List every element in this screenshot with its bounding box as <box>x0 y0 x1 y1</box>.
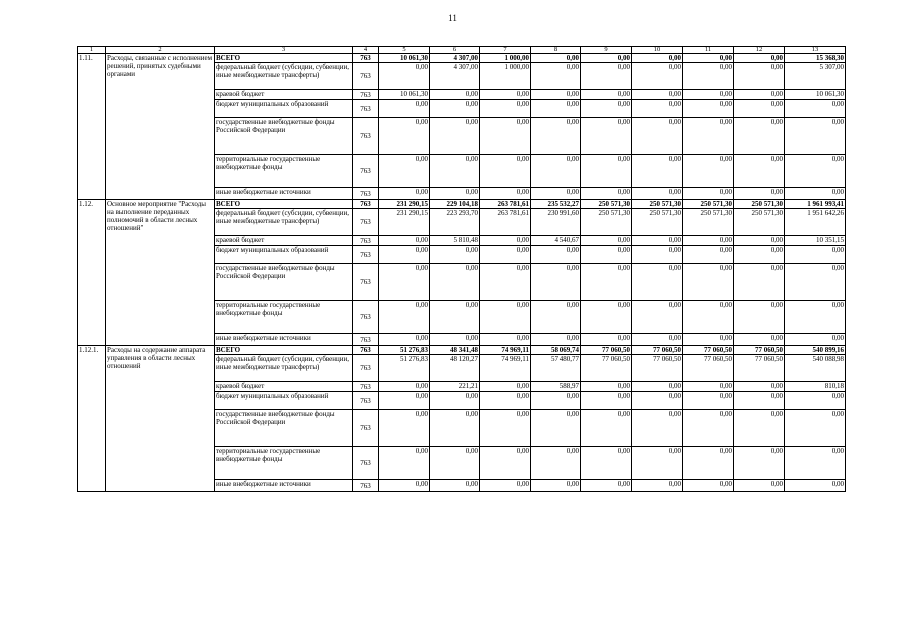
amount-cell: 0,00 <box>480 447 531 480</box>
code-cell: 763 <box>353 410 379 447</box>
amount-cell: 77 060,50 <box>581 346 632 355</box>
amount-cell: 0,00 <box>734 54 785 63</box>
funding-source-cell: федеральный бюджет (субсидии, субвенции, иные межбюджетные трансферты) <box>215 209 353 236</box>
amount-cell: 0,00 <box>379 188 430 200</box>
amount-cell: 0,00 <box>734 301 785 334</box>
amount-cell: 0,00 <box>785 480 846 492</box>
code-cell: 763 <box>353 118 379 155</box>
amount-cell: 74 969,11 <box>480 355 531 382</box>
amount-cell: 0,00 <box>581 301 632 334</box>
amount-cell: 0,00 <box>785 392 846 410</box>
amount-cell: 0,00 <box>581 334 632 346</box>
amount-cell: 0,00 <box>379 63 430 90</box>
funding-source-cell: иные внебюджетные источники <box>215 480 353 492</box>
amount-cell: 48 120,27 <box>430 355 480 382</box>
table-row <box>78 54 846 63</box>
code-cell: 763 <box>353 264 379 301</box>
funding-source-cell: краевой бюджет <box>215 236 353 246</box>
amount-cell: 0,00 <box>531 63 581 90</box>
amount-cell: 0,00 <box>683 246 734 264</box>
amount-cell: 0,00 <box>632 264 683 301</box>
amount-cell: 51 276,83 <box>379 346 430 355</box>
budget-table <box>77 46 846 492</box>
amount-cell: 77 060,50 <box>734 346 785 355</box>
funding-source-cell: краевой бюджет <box>215 90 353 100</box>
funding-source-cell: территориальные государственные внебюджетные фонды <box>215 155 353 188</box>
amount-cell: 0,00 <box>531 410 581 447</box>
amount-cell: 0,00 <box>480 410 531 447</box>
amount-cell: 0,00 <box>430 118 480 155</box>
funding-source-cell: бюджет муниципальных образований <box>215 100 353 118</box>
code-cell: 763 <box>353 392 379 410</box>
amount-cell: 0,00 <box>785 334 846 346</box>
amount-cell: 0,00 <box>581 54 632 63</box>
code-cell: 763 <box>353 188 379 200</box>
column-number-cell: 7 <box>480 47 531 54</box>
amount-cell: 0,00 <box>480 118 531 155</box>
amount-cell: 0,00 <box>531 264 581 301</box>
funding-source-cell: иные внебюджетные источники <box>215 334 353 346</box>
amount-cell: 0,00 <box>632 382 683 392</box>
amount-cell: 0,00 <box>632 410 683 447</box>
amount-cell: 0,00 <box>531 480 581 492</box>
code-cell: 763 <box>353 54 379 63</box>
code-cell: 763 <box>353 334 379 346</box>
amount-cell: 223 293,70 <box>430 209 480 236</box>
amount-cell: 0,00 <box>379 100 430 118</box>
amount-cell: 0,00 <box>480 480 531 492</box>
column-number-cell: 2 <box>106 47 215 54</box>
code-cell: 763 <box>353 301 379 334</box>
code-cell: 763 <box>353 209 379 236</box>
amount-cell: 0,00 <box>581 410 632 447</box>
amount-cell: 0,00 <box>734 188 785 200</box>
amount-cell: 0,00 <box>430 301 480 334</box>
amount-cell: 0,00 <box>632 155 683 188</box>
amount-cell: 0,00 <box>632 188 683 200</box>
amount-cell: 0,00 <box>531 447 581 480</box>
amount-cell: 5 307,00 <box>785 63 846 90</box>
amount-cell: 0,00 <box>734 447 785 480</box>
amount-cell: 810,18 <box>785 382 846 392</box>
amount-cell: 10 061,30 <box>785 90 846 100</box>
amount-cell: 0,00 <box>734 264 785 301</box>
item-index-cell: 1.11. <box>78 54 106 200</box>
amount-cell: 0,00 <box>683 334 734 346</box>
amount-cell: 0,00 <box>430 188 480 200</box>
amount-cell: 77 060,50 <box>632 355 683 382</box>
amount-cell: 0,00 <box>785 447 846 480</box>
amount-cell: 0,00 <box>379 118 430 155</box>
amount-cell: 0,00 <box>581 63 632 90</box>
amount-cell: 230 991,60 <box>531 209 581 236</box>
amount-cell: 221,21 <box>430 382 480 392</box>
amount-cell: 0,00 <box>480 301 531 334</box>
item-index-cell: 1.12. <box>78 200 106 346</box>
funding-source-cell: государственные внебюджетные фонды Российской Федерации <box>215 410 353 447</box>
funding-source-cell: государственные внебюджетные фонды Российской Федерации <box>215 264 353 301</box>
amount-cell: 0,00 <box>632 480 683 492</box>
amount-cell: 0,00 <box>480 392 531 410</box>
amount-cell: 48 341,48 <box>430 346 480 355</box>
item-name-cell: Расходы, связанные с исполнением решений, принятых судебными органами <box>106 54 215 200</box>
amount-cell: 263 781,61 <box>480 209 531 236</box>
amount-cell: 5 810,48 <box>430 236 480 246</box>
amount-cell: 77 060,50 <box>632 346 683 355</box>
amount-cell: 0,00 <box>581 392 632 410</box>
code-cell: 763 <box>353 480 379 492</box>
amount-cell: 0,00 <box>379 334 430 346</box>
amount-cell: 0,00 <box>581 90 632 100</box>
amount-cell: 0,00 <box>581 155 632 188</box>
amount-cell: 0,00 <box>632 118 683 155</box>
funding-source-cell: федеральный бюджет (субсидии, субвенции, иные межбюджетные трансферты) <box>215 355 353 382</box>
amount-cell: 250 571,30 <box>683 209 734 236</box>
amount-cell: 0,00 <box>480 334 531 346</box>
code-cell: 763 <box>353 63 379 90</box>
amount-cell: 250 571,30 <box>632 209 683 236</box>
amount-cell: 0,00 <box>683 480 734 492</box>
amount-cell: 0,00 <box>734 410 785 447</box>
amount-cell: 0,00 <box>379 382 430 392</box>
funding-source-cell: территориальные государственные внебюджетные фонды <box>215 447 353 480</box>
funding-source-cell: бюджет муниципальных образований <box>215 392 353 410</box>
amount-cell: 0,00 <box>632 246 683 264</box>
amount-cell: 77 060,50 <box>581 355 632 382</box>
amount-cell: 51 276,83 <box>379 355 430 382</box>
table-row <box>78 346 846 355</box>
amount-cell: 0,00 <box>379 264 430 301</box>
funding-source-cell: иные внебюджетные источники <box>215 188 353 200</box>
amount-cell: 0,00 <box>734 90 785 100</box>
amount-cell: 0,00 <box>683 118 734 155</box>
column-number-row <box>78 47 846 54</box>
amount-cell: 0,00 <box>632 54 683 63</box>
table-row <box>78 200 846 209</box>
amount-cell: 0,00 <box>480 236 531 246</box>
amount-cell: 250 571,30 <box>683 200 734 209</box>
amount-cell: 15 368,30 <box>785 54 846 63</box>
amount-cell: 250 571,30 <box>581 200 632 209</box>
amount-cell: 0,00 <box>734 334 785 346</box>
amount-cell: 74 969,11 <box>480 346 531 355</box>
amount-cell: 0,00 <box>430 90 480 100</box>
amount-cell: 0,00 <box>480 188 531 200</box>
table-body <box>78 47 846 492</box>
amount-cell: 0,00 <box>683 100 734 118</box>
amount-cell: 77 060,50 <box>734 355 785 382</box>
amount-cell: 0,00 <box>531 100 581 118</box>
amount-cell: 0,00 <box>430 155 480 188</box>
amount-cell: 0,00 <box>581 246 632 264</box>
column-number-cell: 4 <box>353 47 379 54</box>
amount-cell: 0,00 <box>430 392 480 410</box>
amount-cell: 0,00 <box>581 118 632 155</box>
amount-cell: 0,00 <box>632 392 683 410</box>
amount-cell: 0,00 <box>379 236 430 246</box>
column-number-cell: 8 <box>531 47 581 54</box>
amount-cell: 1 961 993,41 <box>785 200 846 209</box>
funding-source-cell: ВСЕГО <box>215 200 353 209</box>
amount-cell: 0,00 <box>785 100 846 118</box>
funding-source-cell: бюджет муниципальных образований <box>215 246 353 264</box>
amount-cell: 0,00 <box>734 118 785 155</box>
amount-cell: 235 532,27 <box>531 200 581 209</box>
amount-cell: 0,00 <box>430 264 480 301</box>
amount-cell: 1 951 642,26 <box>785 209 846 236</box>
code-cell: 763 <box>353 236 379 246</box>
amount-cell: 10 061,30 <box>379 54 430 63</box>
amount-cell: 0,00 <box>480 100 531 118</box>
amount-cell: 0,00 <box>785 155 846 188</box>
column-number-cell: 11 <box>683 47 734 54</box>
amount-cell: 77 060,50 <box>683 346 734 355</box>
amount-cell: 58 069,74 <box>531 346 581 355</box>
amount-cell: 10 061,30 <box>379 90 430 100</box>
amount-cell: 0,00 <box>379 246 430 264</box>
amount-cell: 231 290,15 <box>379 200 430 209</box>
funding-source-cell: ВСЕГО <box>215 54 353 63</box>
amount-cell: 0,00 <box>531 90 581 100</box>
amount-cell: 0,00 <box>632 334 683 346</box>
amount-cell: 0,00 <box>683 301 734 334</box>
column-number-cell: 13 <box>785 47 846 54</box>
amount-cell: 588,97 <box>531 382 581 392</box>
amount-cell: 0,00 <box>379 447 430 480</box>
amount-cell: 0,00 <box>531 155 581 188</box>
amount-cell: 0,00 <box>632 90 683 100</box>
amount-cell: 0,00 <box>480 155 531 188</box>
amount-cell: 0,00 <box>379 155 430 188</box>
amount-cell: 0,00 <box>531 392 581 410</box>
amount-cell: 77 060,50 <box>683 355 734 382</box>
code-cell: 763 <box>353 382 379 392</box>
amount-cell: 0,00 <box>683 447 734 480</box>
code-cell: 763 <box>353 155 379 188</box>
column-number-cell: 6 <box>430 47 480 54</box>
amount-cell: 0,00 <box>379 301 430 334</box>
amount-cell: 0,00 <box>480 90 531 100</box>
code-cell: 763 <box>353 100 379 118</box>
amount-cell: 0,00 <box>683 392 734 410</box>
amount-cell: 1 000,00 <box>480 63 531 90</box>
amount-cell: 0,00 <box>581 447 632 480</box>
amount-cell: 0,00 <box>379 410 430 447</box>
column-number-cell: 5 <box>379 47 430 54</box>
amount-cell: 0,00 <box>683 382 734 392</box>
amount-cell: 0,00 <box>734 236 785 246</box>
amount-cell: 0,00 <box>581 236 632 246</box>
code-cell: 763 <box>353 246 379 264</box>
amount-cell: 0,00 <box>581 382 632 392</box>
code-cell: 763 <box>353 200 379 209</box>
amount-cell: 0,00 <box>785 410 846 447</box>
amount-cell: 0,00 <box>581 188 632 200</box>
amount-cell: 0,00 <box>734 392 785 410</box>
amount-cell: 0,00 <box>632 301 683 334</box>
amount-cell: 0,00 <box>785 188 846 200</box>
amount-cell: 0,00 <box>531 188 581 200</box>
amount-cell: 250 571,30 <box>734 209 785 236</box>
amount-cell: 0,00 <box>581 264 632 301</box>
amount-cell: 57 480,77 <box>531 355 581 382</box>
amount-cell: 0,00 <box>430 246 480 264</box>
amount-cell: 231 290,15 <box>379 209 430 236</box>
amount-cell: 0,00 <box>683 236 734 246</box>
amount-cell: 0,00 <box>480 246 531 264</box>
amount-cell: 0,00 <box>531 334 581 346</box>
column-number-cell: 12 <box>734 47 785 54</box>
amount-cell: 250 571,30 <box>632 200 683 209</box>
amount-cell: 0,00 <box>785 246 846 264</box>
code-cell: 763 <box>353 355 379 382</box>
amount-cell: 0,00 <box>734 155 785 188</box>
amount-cell: 0,00 <box>632 100 683 118</box>
amount-cell: 0,00 <box>632 63 683 90</box>
amount-cell: 0,00 <box>785 264 846 301</box>
amount-cell: 0,00 <box>581 480 632 492</box>
item-name-cell: Расходы на содержание аппарата управления в области лесных отношений <box>106 346 215 492</box>
amount-cell: 0,00 <box>430 334 480 346</box>
code-cell: 763 <box>353 447 379 480</box>
amount-cell: 4 307,00 <box>430 54 480 63</box>
amount-cell: 0,00 <box>581 100 632 118</box>
amount-cell: 0,00 <box>379 480 430 492</box>
amount-cell: 0,00 <box>430 410 480 447</box>
code-cell: 763 <box>353 346 379 355</box>
amount-cell: 229 104,18 <box>430 200 480 209</box>
funding-source-cell: ВСЕГО <box>215 346 353 355</box>
amount-cell: 0,00 <box>734 63 785 90</box>
amount-cell: 0,00 <box>785 301 846 334</box>
amount-cell: 0,00 <box>683 155 734 188</box>
funding-source-cell: федеральный бюджет (субсидии, субвенции, иные межбюджетные трансферты) <box>215 63 353 90</box>
amount-cell: 0,00 <box>734 100 785 118</box>
amount-cell: 0,00 <box>683 264 734 301</box>
amount-cell: 250 571,30 <box>734 200 785 209</box>
amount-cell: 4 307,00 <box>430 63 480 90</box>
column-number-cell: 3 <box>215 47 353 54</box>
funding-source-cell: территориальные государственные внебюджетные фонды <box>215 301 353 334</box>
amount-cell: 0,00 <box>531 118 581 155</box>
amount-cell: 0,00 <box>480 382 531 392</box>
amount-cell: 0,00 <box>734 382 785 392</box>
amount-cell: 10 351,15 <box>785 236 846 246</box>
amount-cell: 1 000,00 <box>480 54 531 63</box>
amount-cell: 540 899,16 <box>785 346 846 355</box>
amount-cell: 0,00 <box>683 54 734 63</box>
amount-cell: 0,00 <box>531 54 581 63</box>
amount-cell: 540 088,98 <box>785 355 846 382</box>
amount-cell: 0,00 <box>683 410 734 447</box>
amount-cell: 0,00 <box>430 480 480 492</box>
amount-cell: 0,00 <box>683 63 734 90</box>
amount-cell: 0,00 <box>430 447 480 480</box>
funding-source-cell: государственные внебюджетные фонды Российской Федерации <box>215 118 353 155</box>
amount-cell: 0,00 <box>430 100 480 118</box>
column-number-cell: 9 <box>581 47 632 54</box>
column-number-cell: 1 <box>78 47 106 54</box>
amount-cell: 0,00 <box>480 264 531 301</box>
column-number-cell: 10 <box>632 47 683 54</box>
code-cell: 763 <box>353 90 379 100</box>
amount-cell: 0,00 <box>734 480 785 492</box>
amount-cell: 250 571,30 <box>581 209 632 236</box>
funding-source-cell: краевой бюджет <box>215 382 353 392</box>
amount-cell: 0,00 <box>379 392 430 410</box>
amount-cell: 0,00 <box>683 188 734 200</box>
amount-cell: 0,00 <box>632 236 683 246</box>
amount-cell: 0,00 <box>785 118 846 155</box>
amount-cell: 263 781,61 <box>480 200 531 209</box>
item-index-cell: 1.12.1. <box>78 346 106 492</box>
amount-cell: 0,00 <box>683 90 734 100</box>
amount-cell: 0,00 <box>531 246 581 264</box>
amount-cell: 0,00 <box>734 246 785 264</box>
amount-cell: 0,00 <box>531 301 581 334</box>
amount-cell: 0,00 <box>632 447 683 480</box>
page-number: 11 <box>448 13 457 23</box>
amount-cell: 4 540,67 <box>531 236 581 246</box>
item-name-cell: Основное мероприятие "Расходы на выполнение переданных полномочий в области лесных отношений" <box>106 200 215 346</box>
